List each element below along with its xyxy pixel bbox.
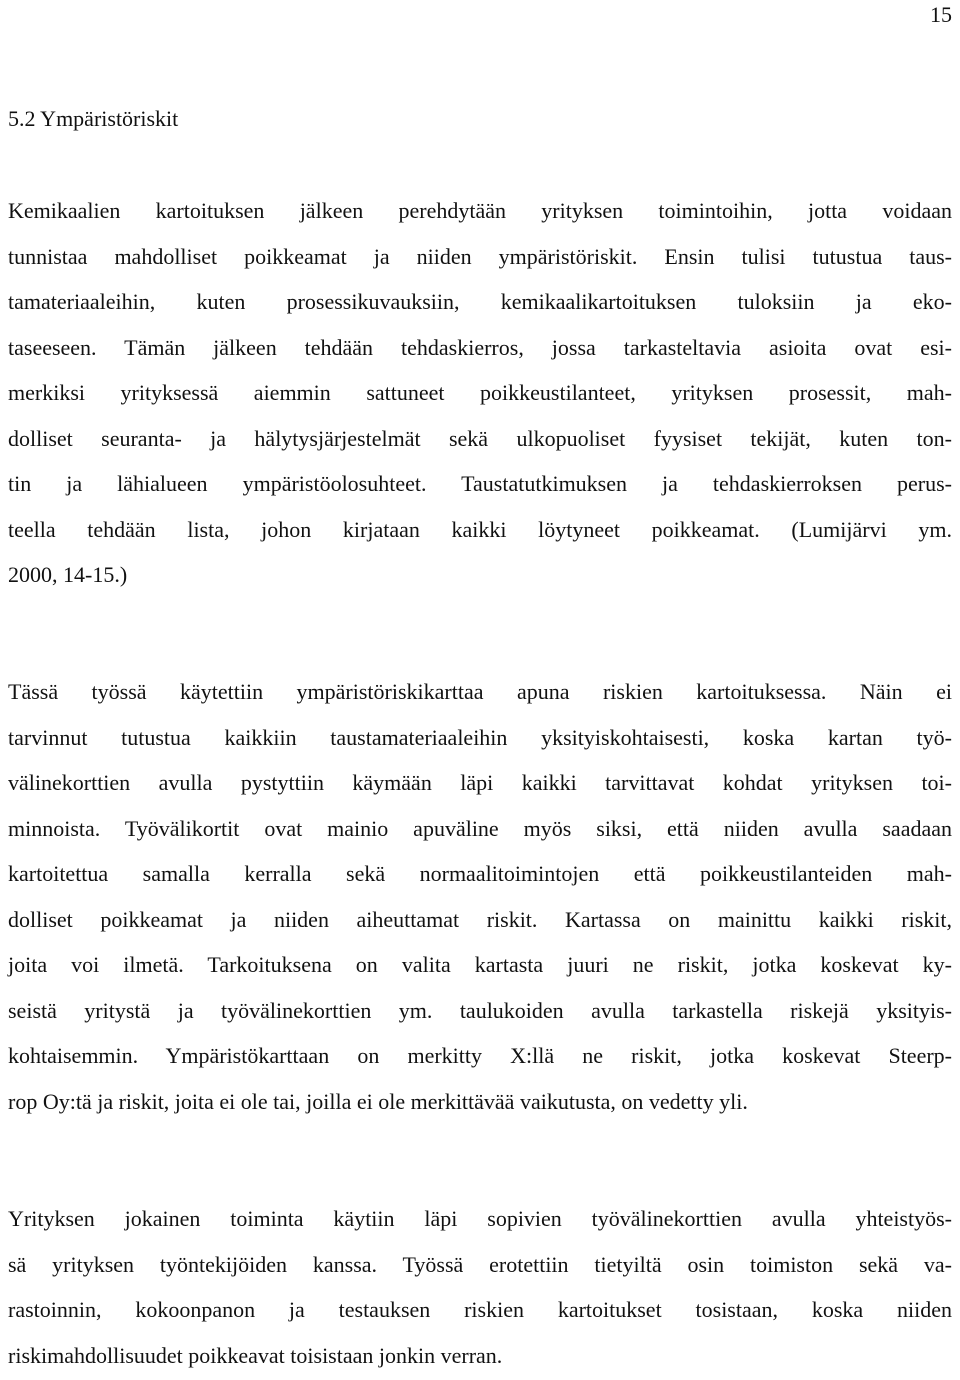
text-line: minnoista. Työvälikortit ovat mainio apuväline myös siksi, että niiden avulla saadaan xyxy=(8,815,952,841)
text-line: tamateriaaleihin, kuten prosessikuvauksiin, kemikaalikartoituksen tuloksiin ja eko- xyxy=(8,289,952,314)
text-line: tarvinnut tutustua kaikkiin taustamateriaaleihin yksityiskohtaisesti, koska kartan työ- xyxy=(8,724,952,750)
text-line: kohtaisemmin. Ympäristökarttaan on merkitty X:llä ne riskit, jotka koskevat Steerp- xyxy=(8,1043,952,1068)
page-number: 15 xyxy=(930,2,952,27)
text-line: dolliset poikkeamat ja niiden aiheuttamat riskit. Kartassa on mainittu kaikki riskit, xyxy=(8,906,952,932)
section-heading: 5.2 Ympäristöriskit xyxy=(8,106,179,131)
text-line: dolliset seuranta- ja hälytysjärjestelmät sekä ulkopuoliset fyysiset tekijät, kuten ton- xyxy=(8,425,952,451)
text-line: joita voi ilmetä. Tarkoituksena on valita kartasta juuri ne riskit, jotka koskevat ky- xyxy=(8,952,952,977)
text-line: taseeseen. Tämän jälkeen tehdään tehdaskierros, jossa tarkasteltavia asioita ovat esi- xyxy=(8,334,952,360)
text-line: rop Oy:tä ja riskit, joita ei ole tai, joilla ei ole merkittävää vaikutusta, on vedetty yli. xyxy=(8,1088,748,1114)
text-line: rastoinnin, kokoonpanon ja testauksen riskien kartoitukset tosistaan, koska niiden xyxy=(8,1297,952,1322)
text-line: Yrityksen jokainen toiminta käytiin läpi sopivien työvälinekorttien avulla yhteistyös- xyxy=(8,1206,952,1231)
text-line: Kemikaalien kartoituksen jälkeen perehdytään yrityksen toimintoihin, jotta voidaan xyxy=(8,198,952,223)
text-line: kartoitettua samalla kerralla sekä normaalitoimintojen että poikkeustilanteiden mah- xyxy=(8,861,952,886)
text-line: riskimahdollisuudet poikkeavat toisistaan jonkin verran. xyxy=(8,1342,503,1368)
paragraph xyxy=(8,669,952,1124)
text-line: välinekorttien avulla pystyttiin käymään läpi kaikki tarvittavat kohdat yrityksen toi- xyxy=(8,770,952,795)
text-line: seistä yritystä ja työvälinekorttien ym. taulukoiden avulla tarkastella riskejä yksityis- xyxy=(8,997,952,1023)
text-line: tin ja lähialueen ympäristöolosuhteet. Taustatutkimuksen ja tehdaskierroksen perus- xyxy=(8,471,952,496)
text-line: merkiksi yrityksessä aiemmin sattuneet poikkeustilanteet, yrityksen prosessit, mah- xyxy=(8,380,952,405)
text-line: Tässä työssä käytettiin ympäristöriskikarttaa apuna riskien kartoituksessa. Näin ei xyxy=(8,679,952,704)
paragraph xyxy=(8,1196,952,1378)
text-line: sä yrityksen työntekijöiden kanssa. Työssä erotettiin tietyiltä osin toimiston sekä va- xyxy=(8,1251,952,1277)
text-line: teella tehdään lista, johon kirjataan kaikki löytyneet poikkeamat. (Lumijärvi ym. xyxy=(8,516,952,542)
text-line: 2000, 14-15.) xyxy=(8,562,128,587)
paragraph xyxy=(8,188,952,598)
text-line: tunnistaa mahdolliset poikkeamat ja niiden ympäristöriskit. Ensin tulisi tutustua taus- xyxy=(8,243,952,269)
